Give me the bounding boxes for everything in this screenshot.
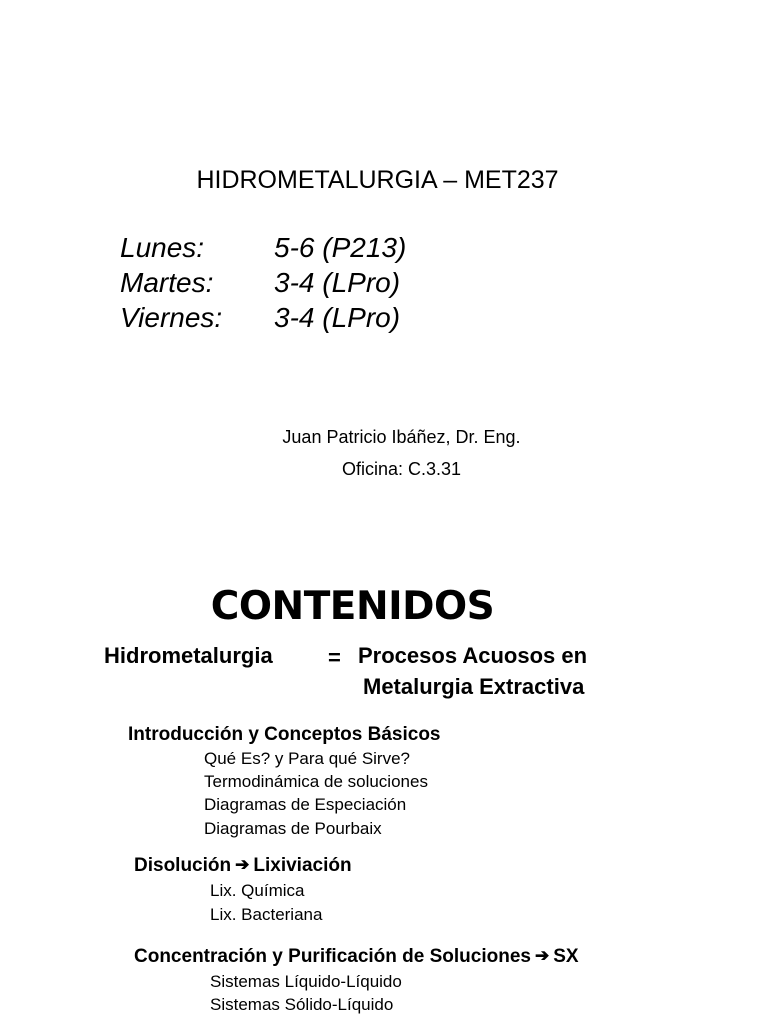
right-arrow-icon: ➔ — [534, 946, 550, 965]
schedule-time-martes: 3-4 (LPro) — [274, 267, 401, 298]
list-item: Lix. Bacteriana — [210, 905, 323, 924]
section-title-concentracion — [134, 946, 579, 968]
section-title-part-b: SX — [553, 946, 579, 967]
schedule-day-lunes: Lunes: — [120, 232, 205, 263]
list-item: Diagramas de Pourbaix — [204, 819, 382, 838]
schedule-time-lunes: 5-6 (P213) — [274, 232, 407, 263]
list-item: Sistemas Sólido-Líquido — [210, 995, 394, 1014]
list-item: Termodinámica de soluciones — [204, 772, 428, 791]
list-item: Lix. Química — [210, 881, 305, 900]
right-arrow-icon: ➔ — [235, 855, 250, 874]
schedule-time-viernes: 3-4 (LPro) — [274, 302, 401, 333]
author-office: Oficina: C.3.31 — [341, 459, 462, 479]
document-title: HIDROMETALURGIA – MET237 — [196, 166, 559, 194]
section-title-disolucion — [134, 855, 352, 877]
list-item: Sistemas Líquido-Líquido — [210, 972, 402, 991]
definition-line-1: Procesos Acuosos en — [358, 643, 588, 668]
section-title-part-a: Disolución — [134, 855, 232, 876]
definition-line-2: Metalurgia Extractiva — [363, 674, 585, 699]
schedule-day-martes: Martes: — [120, 267, 214, 298]
section-title-part-b: Lixiviación — [253, 855, 352, 876]
list-item: Diagramas de Especiación — [204, 795, 407, 814]
schedule-day-viernes: Viernes: — [120, 302, 223, 333]
author-name: Juan Patricio Ibáñez, Dr. Eng. — [282, 427, 521, 447]
section-title-introduccion: Introducción y Conceptos Básicos — [128, 724, 441, 745]
definition-term: Hidrometalurgia — [104, 643, 273, 668]
definition-equals: = — [328, 645, 341, 670]
list-item: Qué Es? y Para qué Sirve? — [204, 749, 411, 768]
contents-heading: CONTENIDOS — [210, 584, 495, 629]
section-title-part-a: Concentración y Purificación de Soluciones — [134, 946, 531, 967]
